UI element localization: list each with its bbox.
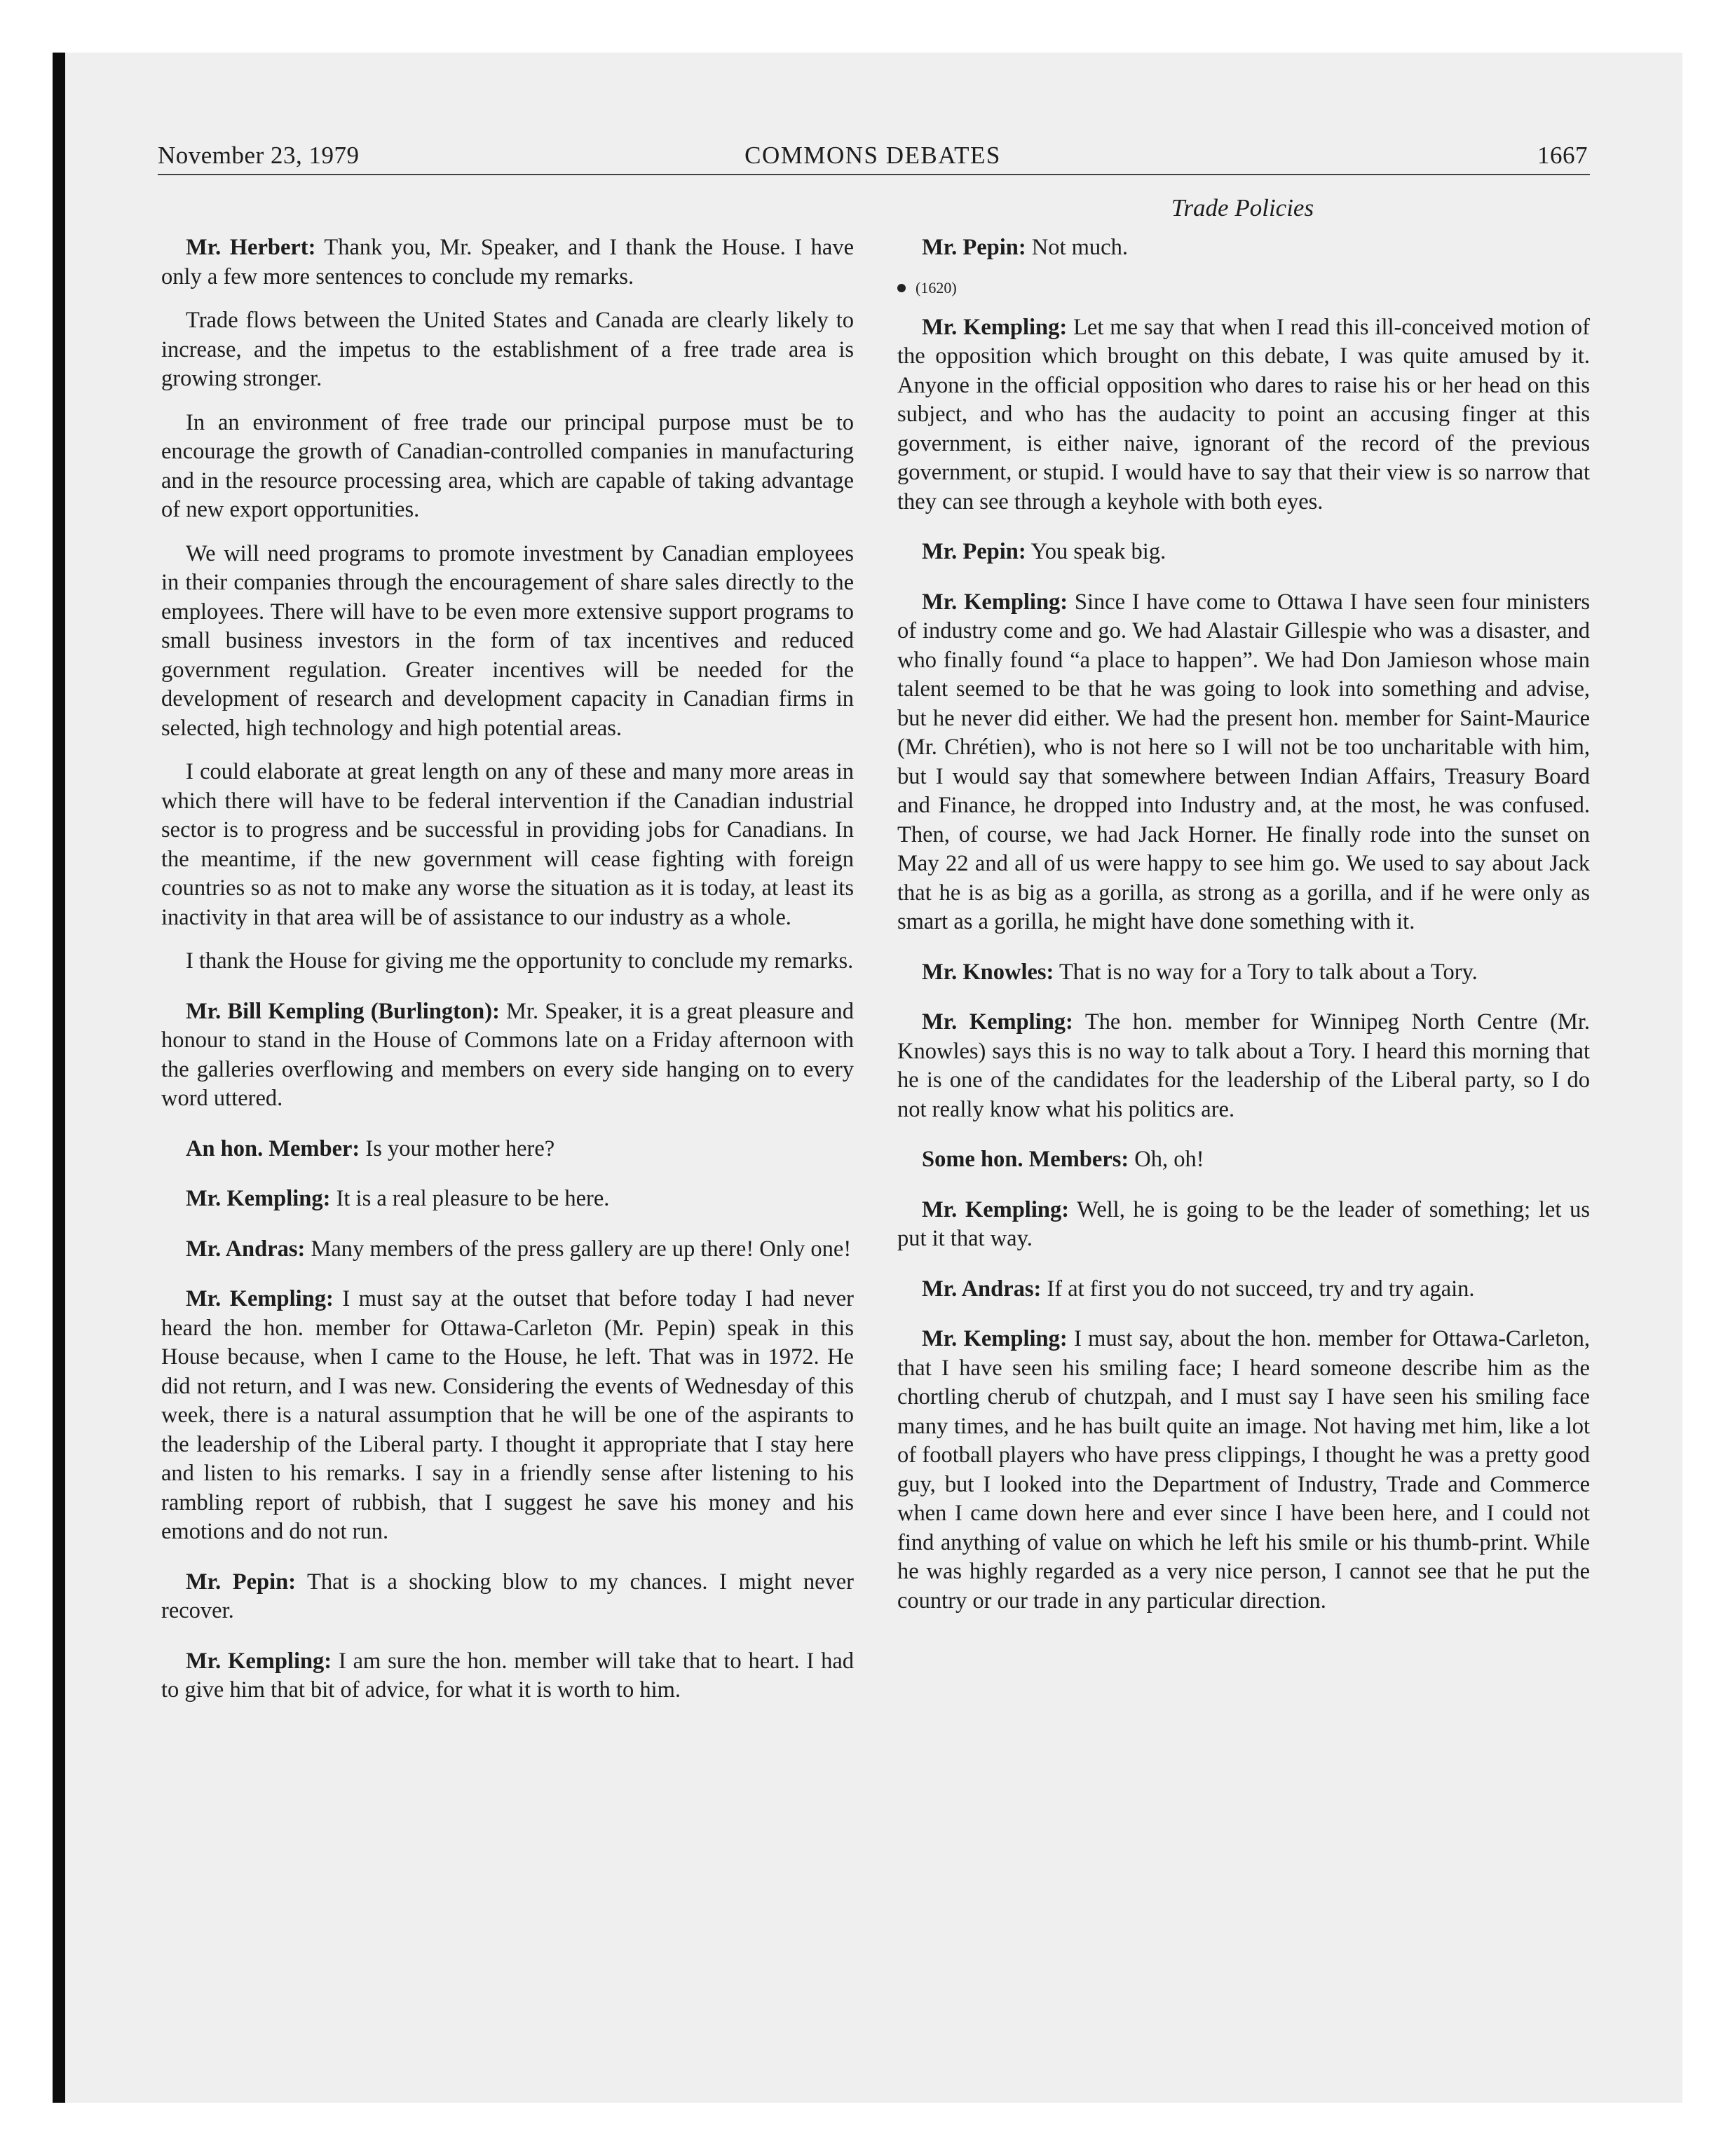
speech-text: Since I have come to Ottawa I have seen four ministers of industry come and go. We had Alastair Gillespie who was a disaster, and who finally found “a place to happen”. We had Don Jamieson whose main talent seemed to be that he was going to look into something and advise, but he never did either. We had the present hon. member for Saint-Maurice (Mr. Chrétien), who is not here so I will not be too uncharitable with him, but I would say that somewhere between Indian Affairs, Treasury Board and Finance, he dropped into Industry and, at the most, he was confused. Then, of course, we had Jack Horner. He finally rode into the sunset on May 22 and all of us were happy to see him go. We used to say about Jack that he is as big as a gorilla, as strong as a gorilla, and if he were only as smart as a gorilla, he might have done something with it.: [897, 589, 1590, 934]
speaker-name: Mr. Kempling:: [922, 1326, 1068, 1351]
speech-text: I could elaborate at great length on any of these and many more areas in which there will have to be federal intervention if the Canadian industrial sector is to progress and be successful in providing jobs for Canadians. In the meantime, if the new government will cease fighting with foreign countries so as not to make any worse the situation as it is today, at least its inactivity in that area will be of assistance to our industry as a whole.: [161, 759, 854, 930]
paragraph: [161, 540, 854, 744]
paragraph: [161, 1285, 854, 1547]
paragraph: [897, 313, 1590, 517]
speech-text: It is a real pleasure to be here.: [330, 1186, 610, 1211]
right-column: [897, 233, 1590, 1630]
speech-text: Thank you, Mr. Speaker, and I thank the House. I have only a few more sentences to conclude my remarks.: [161, 235, 854, 289]
header-journal-title: COMMONS DEBATES: [744, 142, 1001, 169]
paragraph: [161, 1235, 854, 1264]
running-header: [158, 142, 1588, 177]
paragraph: [161, 758, 854, 932]
paragraph: [897, 1196, 1590, 1254]
paragraph: [161, 1568, 854, 1626]
speech-text: The hon. member for Winnipeg North Centre (Mr. Knowles) says this is no way to talk about a Tory. I heard this morning that he is one of the candidates for the leadership of the Liberal party, so I do not really know what his politics are.: [897, 1009, 1590, 1122]
paragraph: [897, 1145, 1590, 1175]
speech-text: Is your mother here?: [360, 1135, 555, 1161]
binding-edge-shadow: [53, 53, 65, 2103]
speaker-name: Mr. Bill Kempling (Burlington):: [186, 998, 500, 1024]
speech-text: Well, he is going to be the leader of something; let us put it that way.: [897, 1196, 1590, 1251]
speaker-name: Mr. Knowles:: [922, 959, 1054, 985]
bullet-icon: [897, 284, 906, 292]
paragraph: [897, 958, 1590, 988]
paragraph: [897, 1275, 1590, 1304]
speech-text: I must say, about the hon. member for Ottawa-Carleton, that I have seen his smiling face; I heard someone describe him as the chortling cherub of chutzpah, and I must say I have seen his smiling face many times, and he has built quite an image. Not having met him, like a lot of football players who have press clippings, I thought he was a pretty good guy, but I looked into the Department of Industry, Trade and Commerce when I came down here and ever since I have been here, and I could not find anything of value on which he left his smile or his thumb-print. While he was highly regarded as a very nice person, I cannot see that he put the country or our trade in any particular direction.: [897, 1326, 1590, 1613]
speaker-name: Mr. Andras:: [186, 1236, 306, 1262]
speaker-name: Some hon. Members:: [922, 1147, 1129, 1172]
speaker-name: Mr. Pepin:: [186, 1569, 297, 1595]
speech-text: If at first you do not succeed, try and try again.: [1041, 1276, 1475, 1302]
speech-text: I thank the House for giving me the opportunity to conclude my remarks.: [186, 948, 854, 974]
paragraph: [161, 306, 854, 394]
left-column: [161, 233, 854, 1720]
speech-text: Trade flows between the United States and Canada are clearly likely to increase, and the impetus to the establishment of a free trade area is growing stronger.: [161, 308, 854, 391]
paragraph: [161, 1647, 854, 1705]
subject-heading: Trade Policies: [1171, 194, 1314, 221]
paragraph: [897, 538, 1590, 567]
header-rule: [158, 174, 1590, 175]
speaker-name: Mr. Kempling:: [186, 1648, 332, 1674]
speech-text: In an environment of free trade our principal purpose must be to encourage the growth of Canadian-controlled companies in manufacturing and in the resource processing area, which are capable of taking advantage of new export opportunities.: [161, 409, 854, 522]
paragraph: [897, 1008, 1590, 1124]
paragraph: [897, 233, 1590, 263]
paragraph: [897, 588, 1590, 937]
speech-text: Let me say that when I read this ill-conceived motion of the opposition which brought on this debate, I was quite amused by it. Anyone in the official opposition who dares to raise his or her head on this subject, and who has the audacity to point an accusing finger at this government, is either naive, ignorant of the record of the previous government, or stupid. I would have to say that their view is so narrow that they can see through a keyhole with both eyes.: [897, 314, 1590, 514]
speaker-name: An hon. Member:: [186, 1135, 360, 1161]
time-marker: [897, 278, 1590, 299]
time-marker-text: (1620): [916, 278, 957, 296]
paragraph: [161, 1135, 854, 1164]
speech-text: I am sure the hon. member will take that to heart. I had to give him that bit of advice, for what it is worth to him.: [161, 1648, 854, 1703]
speech-text: Mr. Speaker, it is a great pleasure and honour to stand in the House of Commons late on a Friday afternoon with the galleries overflowing and members on every side hanging on to every word uttered.: [161, 998, 854, 1111]
speech-text: That is no way for a Tory to talk about a Tory.: [1054, 959, 1478, 985]
speaker-name: Mr. Pepin:: [922, 235, 1026, 260]
speech-text: That is a shocking blow to my chances. I might never recover.: [161, 1569, 854, 1623]
speaker-name: Mr. Kempling:: [186, 1186, 331, 1211]
paragraph: [161, 947, 854, 976]
speaker-name: Mr. Kempling:: [922, 1009, 1073, 1035]
speaker-name: Mr. Kempling:: [186, 1286, 334, 1311]
speech-text: Many members of the press gallery are up there! Only one!: [305, 1236, 852, 1262]
speech-text: You speak big.: [1026, 539, 1166, 564]
paragraph: [897, 1325, 1590, 1616]
header-date: November 23, 1979: [158, 142, 360, 169]
speech-text: Not much.: [1026, 235, 1128, 260]
speaker-name: Mr. Kempling:: [922, 1196, 1070, 1222]
paragraph: [161, 997, 854, 1114]
speech-text: Oh, oh!: [1129, 1147, 1204, 1172]
paragraph: [161, 1185, 854, 1214]
paragraph: [161, 409, 854, 525]
speaker-name: Mr. Kempling:: [922, 314, 1068, 340]
speaker-name: Mr. Herbert:: [186, 235, 316, 260]
speaker-name: Mr. Pepin:: [922, 539, 1026, 564]
speech-text: We will need programs to promote investment by Canadian employees in their companies through the encouragement of share sales directly to the employees. There will have to be even more extensive support programs to small business investors in the form of tax incentives and reduced government regulation. Greater incentives will be needed for the development of research and development capacity in Canadian firms in selected, high technology and high potential areas.: [161, 540, 854, 741]
speaker-name: Mr. Andras:: [922, 1276, 1042, 1302]
paragraph: [161, 233, 854, 292]
header-page-number: 1667: [1537, 142, 1588, 169]
speaker-name: Mr. Kempling:: [922, 589, 1068, 615]
speech-text: I must say at the outset that before today I had never heard the hon. member for Ottawa-Carleton (Mr. Pepin) speak in this House because, when I came to the House, he left. That was in 1972. He did not return, and I was new. Considering the events of Wednesday of this week, there is a natural assumption that he will be one of the aspirants to the leadership of the Liberal party. I thought it appropriate that I stay here and listen to his remarks. I say in a friendly sense after listening to his rambling report of rubbish, that I suggest he save his money and his emotions and do not run.: [161, 1286, 854, 1544]
